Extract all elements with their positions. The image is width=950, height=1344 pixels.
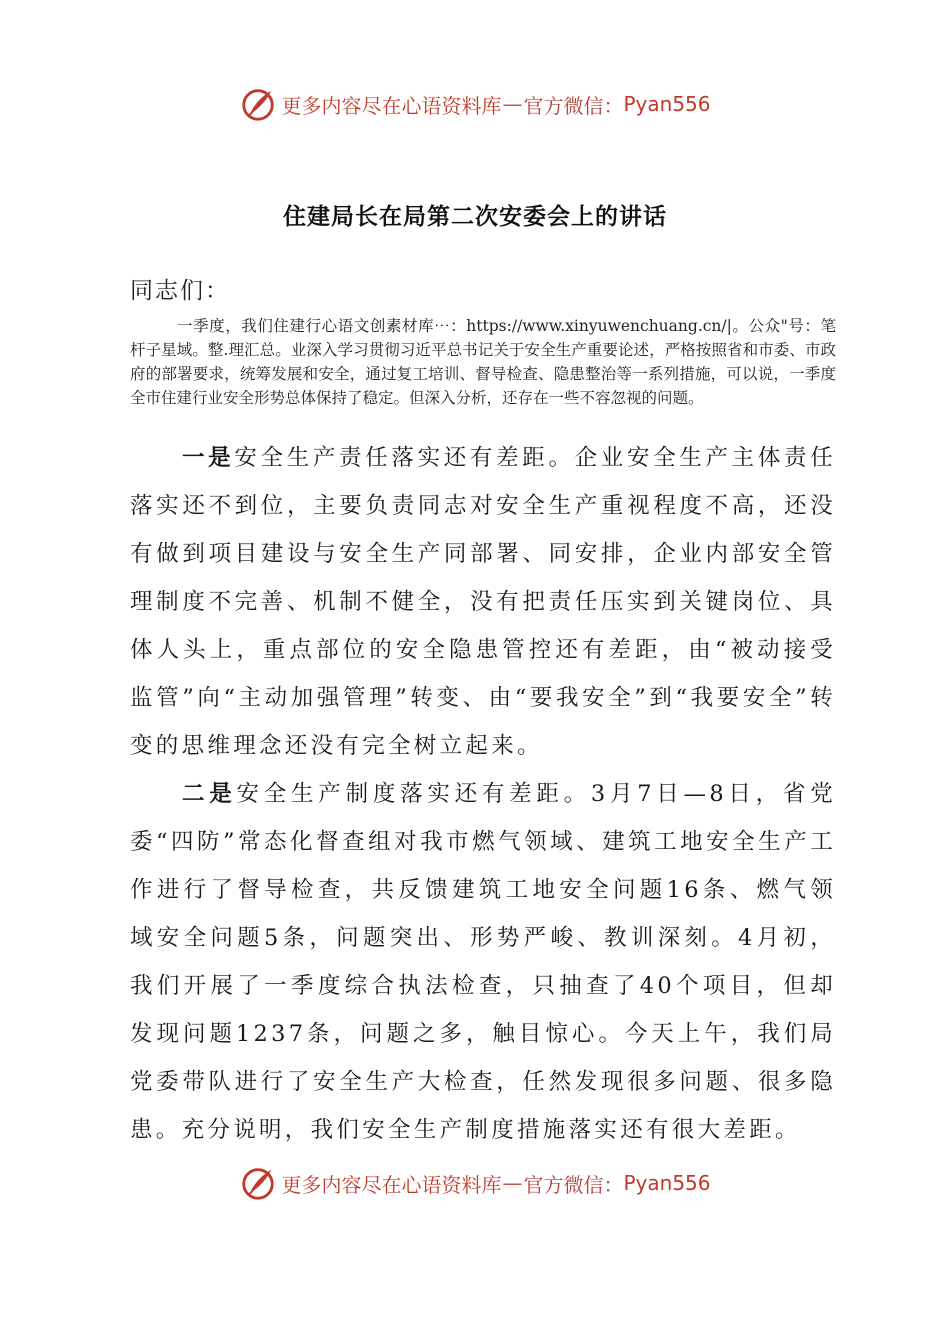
banner-wechat-label: 官方微信： — [523, 93, 624, 118]
paragraph-text: 安全生产制度落实还有差距。3月7日—8日，省党委“四防”常态化督查组对我市燃气领域、建筑工地安全生产工作进行了督导检查，共反馈建筑工地安全问题16条、燃气领域安全问题5条，问题突出、形势严峻、教训深刻。4月初，我们开展了一季度综合执法检查，只抽查了40个项目，但却发现问题1237条，问题之多，触目惊心。今天上午，我们局党委带队进行了安全生产大检查，任然发现很多问题、很多隐患。充分说明，我们安全生产制度措施落实还有很大差距。 — [130, 781, 836, 1143]
banner-wechat-id: Pyan556 — [623, 92, 711, 116]
header-banner — [0, 84, 950, 124]
banner-separator: — — [502, 92, 523, 116]
paragraph-lead: 一是 — [182, 445, 235, 471]
document-title: 住建局长在局第二次安委会上的讲话 — [283, 204, 667, 230]
paragraph-lead: 二是 — [182, 781, 237, 807]
body-paragraph-2 — [130, 770, 836, 1154]
banner-wechat-id: Pyan556 — [623, 1171, 711, 1195]
banner-text: 更多内容尽在心语资料库 — [281, 93, 502, 118]
banner-text: 更多内容尽在心语资料库 — [281, 1172, 502, 1197]
banner-wechat-label: 官方微信： — [523, 1172, 624, 1197]
body-paragraph-1 — [130, 434, 836, 770]
quill-logo-icon — [239, 85, 277, 123]
paragraph-text: 安全生产责任落实还有差距。企业安全生产主体责任落实还不到位，主要负责同志对安全生产重视程度不高，还没有做到项目建设与安全生产同部署、同安排，企业内部安全管理制度不完善、机制不健全，没有把责任压实到关键岗位、具体人头上，重点部位的安全隐患管控还有差距，由“被动接受监管”向“主动加强管理”转变、由“要我安全”到“我要安全”转变的思维理念还没有完全树立起来。 — [130, 445, 836, 759]
quill-logo-icon — [239, 1164, 277, 1202]
banner-separator: — — [502, 1171, 523, 1195]
greeting: 同志们： — [130, 278, 230, 304]
intro-paragraph: 一季度，我们住建行心语文创素材库⋯：https://www.xinyuwenchuang.cn/|。公众"号：笔杆子星域。整.理汇总。业深入学习贯彻习近平总书记关于安全生产重要论述，严格按照省和市委、市政府的部署要求，统筹发展和安全，通过复工培训、督导检查、隐患整治等一系列措施，可以说，一季度全市住建行业安全形势总体保持了稳定。但深入分析，还存在一些不容忽视的问题。 — [130, 317, 836, 407]
footer-banner — [0, 1163, 950, 1203]
